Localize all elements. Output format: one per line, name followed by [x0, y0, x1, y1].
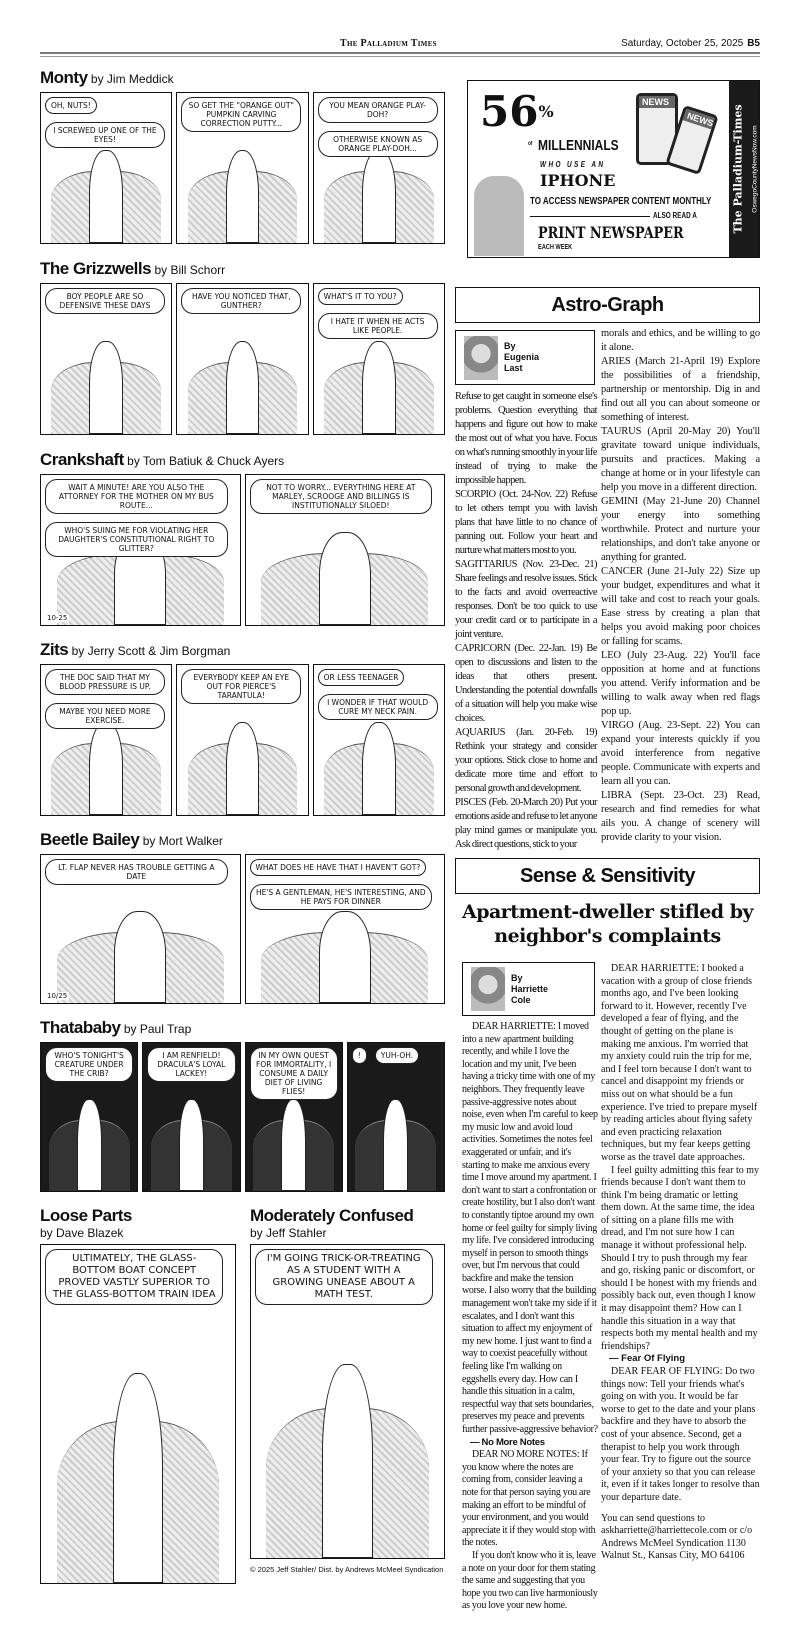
comic-panel — [40, 1042, 138, 1192]
ad-who: WHO USE AN — [540, 160, 606, 169]
comic-panel — [176, 92, 308, 244]
ad-iphone: IPHONE — [540, 171, 616, 190]
speech-bubble: OTHERWISE KNOWN AS ORANGE PLAY-DOH... — [318, 131, 438, 157]
comic-byline: by Dave Blazek — [40, 1226, 124, 1240]
author-photo — [464, 336, 498, 380]
character-figure — [319, 532, 371, 625]
speech-bubble: MAYBE YOU NEED MORE EXERCISE. — [45, 703, 165, 729]
ad-rule — [530, 216, 650, 217]
comic-zits — [40, 640, 445, 816]
ad-percent-number: 56 — [480, 87, 539, 136]
comic-name: Thatababy — [40, 1018, 121, 1037]
comic-strip — [40, 1244, 236, 1584]
paragraph: morals and ethics, and be willing to go it alone. — [601, 328, 760, 353]
comic-byline: by Bill Schorr — [154, 263, 226, 277]
paragraph: SAGITTARIUS (Nov. 23-Dec. 21) Share feelings and resolve issues. Stick to the facts and avoid overreactive responses. Don't be too quick to use your credit card or to participate in a joint venture. — [455, 559, 597, 640]
speech-bubble: I WONDER IF THAT WOULD CURE MY NECK PAIN. — [318, 694, 438, 720]
astro-column-1 — [455, 390, 597, 852]
character-figure — [322, 1364, 372, 1558]
character-figure — [89, 150, 123, 243]
speech-bubble: EVERYBODY KEEP AN EYE OUT FOR PIERCE'S TARANTULA! — [181, 669, 301, 704]
author-name: By Harriette Cole — [511, 972, 549, 1005]
headline: Apartment-dweller stifled by neighbor's complaints — [461, 901, 754, 947]
character-figure — [77, 1099, 102, 1191]
comic-strip — [40, 283, 445, 435]
character-figure — [89, 341, 123, 434]
comic-strip — [250, 1244, 445, 1559]
comic-panel — [176, 664, 308, 816]
character-figure — [362, 341, 396, 434]
character-figure — [383, 1099, 408, 1191]
strip-date: 10-25 — [47, 614, 68, 622]
comic-panel — [176, 283, 308, 435]
comic-moderately-confused — [250, 1206, 445, 1574]
strip-date: 10/25 — [47, 992, 68, 1000]
comic-beetle-bailey — [40, 830, 445, 1004]
comic-byline: by Tom Batiuk & Chuck Ayers — [127, 454, 285, 468]
reader-illustration — [474, 176, 524, 256]
comic-title — [40, 640, 445, 660]
comic-byline: by Mort Walker — [142, 834, 223, 848]
astro-author-box — [455, 330, 595, 385]
comic-panel — [313, 664, 445, 816]
speech-bubble: ! — [352, 1047, 367, 1064]
paragraph: CAPRICORN (Dec. 22-Jan. 19) Be open to discussions and listen to the ideas that others present. Understanding the potential downfalls of a situation will help you make wise choices. — [455, 643, 597, 724]
character-figure — [114, 911, 166, 1003]
speech-bubble: OH, NUTS! — [45, 97, 97, 114]
ad-print: PRINT NEWSPAPER — [538, 223, 684, 242]
ad-news-1: NEWS — [639, 96, 675, 108]
speech-bubble: THE DOC SAID THAT MY BLOOD PRESSURE IS UP. — [45, 669, 165, 695]
speech-bubble: BOY PEOPLE ARE SO DEFENSIVE THESE DAYS — [45, 288, 165, 314]
paragraph: DEAR FEAR OF FLYING: Do two things now: Tell your friends what's going on with you. It would be far worse to get to the date and your plans backfire and they have to absorb the cost of your absence. Second, get a therapist to help you work through your fear. Try to figure out the source of your anxiety so that you can release it, even if it takes longer to resolve than your departure date. — [601, 1366, 760, 1503]
comic-panel — [40, 92, 172, 244]
character-figure — [179, 1099, 204, 1191]
page-number: B5 — [747, 38, 760, 49]
paragraph: ARIES (March 21-April 19) Explore the possibilities of a friendship, partnership or mentorship. Dig in and find out all you can about someone or something of interest. — [601, 356, 760, 423]
comic-name: Beetle Bailey — [40, 830, 140, 849]
comic-title — [40, 830, 445, 850]
speech-bubble: WHO'S SUING ME FOR VIOLATING HER DAUGHTER'S CONSTITUTIONAL RIGHT TO GLITTER? — [45, 522, 228, 557]
paragraph: DEAR HARRIETTE: I booked a vacation with a group of close friends months ago, and I've been looking forward to it. However, recently I've developed a fear of flying, and the thought of getting on the plane is making me anxious. I'm worried that my anxiety could ruin the trip for me, and I feel torn because I don't want to cancel and disappoint my friends or miss out on what should be a fun experience. I've tried to prepare myself by reading articles about flying safety and even practicing relaxation techniques, but my fear keeps getting worse as the travel date approaches. — [601, 963, 758, 1163]
comic-title — [40, 1018, 445, 1038]
sense-sensitivity-title: Sense & Sensitivity — [455, 858, 760, 894]
speech-bubble: I SCREWED UP ONE OF THE EYES! — [45, 122, 165, 148]
advice-column-1 — [462, 1021, 598, 1613]
comic-name: Zits — [40, 640, 69, 659]
letter-signoff: — No More Notes — [470, 1436, 545, 1448]
comic-loose-parts — [40, 1206, 236, 1584]
speech-bubble: YUH-OH. — [375, 1047, 419, 1064]
comic-byline: by Jim Meddick — [90, 72, 174, 86]
sense-author-box — [462, 962, 595, 1016]
speech-bubble: I'M GOING TRICK-OR-TREATING AS A STUDENT WITH A GROWING UNEASE ABOUT A MATH TEST. — [255, 1249, 433, 1305]
speech-bubble: WHO'S TONIGHT'S CREATURE UNDER THE CRIB? — [45, 1047, 133, 1082]
ad-brand: The Palladium-Times — [731, 104, 745, 234]
paragraph: LIBRA (Sept. 23-Oct. 23) Read, research and find remedies for what ails you. A change of scenery will provide clarity to your vision. — [601, 790, 760, 843]
speech-bubble: YOU MEAN ORANGE PLAY-DOH? — [318, 97, 438, 123]
comic-credit: © 2025 Jeff Stahler/ Dist. by Andrews McMeel Syndication — [250, 1565, 444, 1574]
comic-panel — [245, 1042, 343, 1192]
character-figure — [226, 341, 260, 434]
speech-bubble: WAIT A MINUTE! ARE YOU ALSO THE ATTORNEY FOR THE MOTHER ON MY BUS ROUTE... — [45, 479, 228, 514]
speech-bubble: NOT TO WORRY... EVERYTHING HERE AT MARLEY, SCROOGE AND BILLINGS IS INSTITUTIONALLY SILOED! — [250, 479, 433, 514]
speech-bubble: LT. FLAP NEVER HAS TROUBLE GETTING A DATE — [45, 859, 228, 885]
comic-name: Moderately Confused — [250, 1206, 414, 1225]
ad-of: of — [528, 141, 533, 147]
character-figure — [226, 722, 260, 815]
paragraph: TAURUS (April 20-May 20) You'll gravitate toward unique individuals, pursuits and practices. Making a change at home or in your lifestyle can help you move in a different direction. — [601, 426, 760, 493]
speech-bubble: ULTIMATELY, THE GLASS-BOTTOM BOAT CONCEPT PROVED VASTLY SUPERIOR TO THE GLASS-BOTTOM TRAIN IDEA — [45, 1249, 223, 1305]
paragraph: VIRGO (Aug. 23-Sept. 22) You can expand your interests quickly if you avoid interference from negative people. Communicate with experts and learn all you can. — [601, 720, 760, 787]
comic-name: Monty — [40, 68, 88, 87]
comic-panel — [40, 664, 172, 816]
comic-byline: by Jeff Stahler — [250, 1226, 327, 1240]
astro-graph-title: Astro-Graph — [455, 287, 760, 323]
character-figure — [362, 722, 396, 815]
paragraph: DEAR NO MORE NOTES: If you know where the notes are coming from, consider leaving a note for that person saying you are making an effort to be mindful of your environment, and you would appreciate it if they would stop with the notes. — [462, 1449, 596, 1549]
paragraph: You can send questions to askharriette@harriettecole.com or c/o Andrews McMeel Syndication 1130 Walnut St., Kansas City, MO 64106 — [601, 1512, 753, 1562]
character-figure — [281, 1099, 306, 1191]
comic-strip — [40, 854, 445, 1004]
ad-news-2: NEWS — [683, 109, 715, 130]
astro-column-2 — [601, 327, 760, 845]
speech-bubble: I AM RENFIELD! DRACULA'S LOYAL LACKEY! — [147, 1047, 235, 1082]
comic-crankshaft — [40, 450, 445, 626]
character-figure — [89, 722, 123, 815]
comic-panel — [245, 474, 446, 626]
comic-byline: by Paul Trap — [123, 1022, 192, 1036]
comic-title — [40, 450, 445, 470]
issue-date — [621, 38, 760, 49]
speech-bubble: OR LESS TEENAGER — [318, 669, 405, 686]
character-figure — [113, 1373, 163, 1583]
advice-column-2 — [601, 963, 760, 1563]
paragraph: AQUARIUS (Jan. 20-Feb. 19) Rethink your strategy and consider your options. Stick close to home and dedicate more time and effort to personal growth and development. — [455, 727, 597, 794]
comic-strip — [40, 474, 445, 626]
newspaper-ad[interactable] — [467, 80, 760, 258]
comic-panel — [250, 1244, 445, 1559]
comic-title — [40, 68, 445, 88]
comic-name: Loose Parts — [40, 1206, 132, 1225]
character-figure — [319, 911, 371, 1003]
comic-monty — [40, 68, 445, 244]
comic-title — [40, 1206, 236, 1240]
comic-panel — [313, 92, 445, 244]
paragraph: CANCER (June 21-July 22) Size up your budget, expenditures and what it will take and cost to reach your goals. Ease stress by creating a plan that helps you avoid making poor choices or falling for scams. — [601, 566, 760, 647]
comic-panel — [347, 1042, 445, 1192]
comic-thatababy — [40, 1018, 445, 1192]
author-photo — [471, 967, 505, 1011]
paragraph: Refuse to get caught in someone else's problems. Question everything that happens and figure out how to make the most out of what you have. Focus on what's running smoothly in your life instead of trying to make the impossible happen. — [455, 391, 597, 486]
speech-bubble: HAVE YOU NOTICED THAT, GUNTHER? — [181, 288, 301, 314]
paragraph: PISCES (Feb. 20-March 20) Put your emotions aside and refuse to let anyone play mind games or manipulate you. Ask direct questions, stick to your — [455, 797, 597, 850]
ad-site: OswegoCountyNewsNow.com — [751, 125, 759, 213]
speech-bubble: WHAT DOES HE HAVE THAT I HAVEN'T GOT? — [250, 859, 427, 876]
speech-bubble: IN MY OWN QUEST FOR IMMORTALITY, I CONSUME A DAILY DIET OF LIVING FLIES! — [250, 1047, 338, 1100]
comic-title — [250, 1206, 445, 1240]
comic-strip — [40, 92, 445, 244]
paragraph: SCORPIO (Oct. 24-Nov. 22) Refuse to let others tempt you with lavish plans that have little to no chance of panning out. Follow your heart and nurture what matters most to you. — [455, 489, 597, 556]
speech-bubble: HE'S A GENTLEMAN, HE'S INTERESTING, AND HE PAYS FOR DINNER — [250, 884, 433, 910]
ad-site-wrap — [751, 81, 759, 257]
ad-millennials: MILLENNIALS — [538, 137, 619, 154]
paragraph: LEO (July 23-Aug. 22) You'll face opposition at home and at functions you attend. Verify information and be willing to walk away when red flags pop up. — [601, 650, 760, 717]
speech-bubble: WHAT'S IT TO YOU? — [318, 288, 403, 305]
comic-title — [40, 259, 445, 279]
ad-week: EACH WEEK — [538, 244, 573, 251]
paragraph: If you don't know who it is, leave a note on your door for them stating the same and suggesting that you hope you two can live harmoniously as you love your new home. — [462, 1549, 598, 1612]
ad-percent-sign: % — [538, 102, 554, 121]
comic-name: The Grizzwells — [40, 259, 152, 278]
letter-signoff: — Fear Of Flying — [609, 1353, 686, 1365]
paragraph: I feel guilty admitting this fear to my friends because I don't want them to think I'm being dramatic or letting them down. At the same time, the idea of sitting on a plane fills me with dread, and I'm not sure how I can manage it without professional help. Should I try to push through my fear and go, risking panic or discomfort, or should I be honest with my friends and possibly back out, even though I know it may disappoint them? How can I handle this situation in a way that respects both my mental health and my friendships? — [601, 1164, 760, 1352]
paragraph: GEMINI (May 21-June 20) Channel your energy into something worthwhile. Protect and nurture your relationships, and don't take anyone or anything for granted. — [601, 496, 760, 563]
character-figure — [362, 150, 396, 243]
paragraph: DEAR HARRIETTE: I moved into a new apartment building recently, and while I love the location and my unit, I've been having a tricky time with one of my neighbors. They frequently leave passive-aggressive notes about noise, even when I'm careful to keep my music low and avoid loud activities. Sometimes the notes feel exaggerated or unfair, and it's starting to make me anxious every time I move around my apartment. I don't want to start a confrontation or create hostility, but I also don't want to constantly tiptoe around my own home or feel guilty for simply living my life. I've considered introducing myself in person to smooth things over, but I'm nervous that could backfire and make the tension worse. I also worry that the building management won't take my side if it escalates, and I don't want this situation to affect my enjoyment of my new home. I just want to find a way to coexist peacefully without feeling like I'm walking on eggshells every day. How can I handle this situation in a calm, respectful way that sets boundaries, preserves my peace and prevents further passive-aggressive behavior? — [462, 1021, 598, 1435]
ad-percent — [480, 87, 554, 136]
comic-panel — [142, 1042, 240, 1192]
comic-strip — [40, 1042, 445, 1192]
comic-panel — [40, 474, 241, 626]
speech-bubble: SO GET THE "ORANGE OUT" PUMPKIN CARVING CORRECTION PUTTY... — [181, 97, 301, 132]
date-text: Saturday, October 25, 2025 — [621, 38, 744, 49]
header-rule — [40, 52, 760, 57]
comic-byline: by Jerry Scott & Jim Borgman — [71, 644, 231, 658]
comic-grizzwells — [40, 259, 445, 435]
comic-panel — [40, 1244, 236, 1584]
comic-panel — [245, 854, 446, 1004]
character-figure — [226, 150, 260, 243]
comic-panel — [313, 283, 445, 435]
author-name: By Eugenia Last — [504, 341, 540, 373]
ad-also: ALSO READ A — [653, 211, 697, 220]
newspaper-name: The Palladium Times — [340, 38, 437, 49]
comic-panel — [40, 854, 241, 1004]
ad-access: TO ACCESS NEWSPAPER CONTENT MONTHLY — [530, 196, 712, 207]
comic-name: Crankshaft — [40, 450, 124, 469]
comic-panel — [40, 283, 172, 435]
speech-bubble: I HATE IT WHEN HE ACTS LIKE PEOPLE. — [318, 313, 438, 339]
comic-strip — [40, 664, 445, 816]
